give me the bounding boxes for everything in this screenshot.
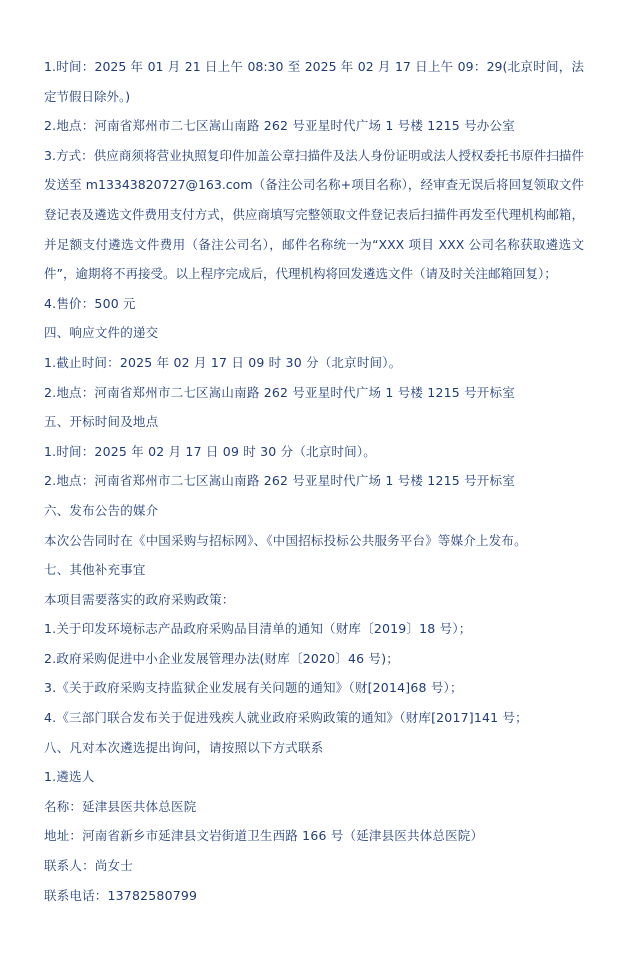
- paragraph-policy-intro: 本项目需要落实的政府采购政策：: [44, 591, 235, 607]
- policy-item-3: 3.《关于政府采购支持监狱企业发展有关问题的通知》（财[2014]68 号）；: [44, 680, 463, 696]
- paragraph-method: 3.方式：供应商须将营业执照复印件加盖公章扫描件及法人身份证明或法人授权委托书原件扫描件发送至 m13343820727@163.com（备注公司名称+项目名称），经审查无误后将回复领取文件登记表及遴选文件费用支付方式，供应商填写完整领取文件登记表后扫描件再发至代理机构邮箱，并足额支付遴选文件费用（备注公司名），邮件名称统一为“XXX 项目 XXX 公司名称获取遴选文件”，逾期将不再接受。以上程序完成后，代理机构将回发遴选文件（请及时关注邮箱回复）；: [44, 147, 584, 282]
- policy-item-2: 2.政府采购促进中小企业发展管理办法(财库〔2020〕46 号)；: [44, 650, 399, 666]
- paragraph-media: 本次公告同时在《中国采购与招标网》、《中国招标投标公共服务平台》等媒介上发布。: [44, 532, 527, 548]
- policy-item-1: 1.关于印发环境标志产品政府采购品目清单的通知（财库〔2019〕18 号）；: [44, 621, 472, 637]
- contact-name: 名称：延津县医共体总医院: [44, 798, 197, 814]
- contact-heading: 1.遴选人: [44, 769, 95, 785]
- section-heading-4: 四、响应文件的递交: [44, 325, 159, 341]
- paragraph-price: 4.售价：500 元: [44, 295, 136, 311]
- document-body: [44, 52, 584, 910]
- policy-item-4: 4.《三部门联合发布关于促进残疾人就业政府采购政策的通知》（财库[2017]141 号；: [44, 710, 528, 726]
- paragraph-time-range: 1.时间：2025 年 01 月 21 日上午 08:30 至 2025 年 02 月 17 日上午 09：29(北京时间，法定节假日除外。): [44, 59, 584, 104]
- section-heading-5: 五、开标时间及地点: [44, 414, 159, 430]
- section-heading-7: 七、其他补充事宜: [44, 562, 146, 578]
- contact-address: 地址：河南省新乡市延津县文岩街道卫生西路 166 号（延津县医共体总医院）: [44, 828, 484, 844]
- paragraph-opening-time: 1.时间：2025 年 02 月 17 日 09 时 30 分（北京时间）。: [44, 443, 376, 459]
- paragraph-location: 2.地点：河南省郑州市二七区嵩山南路 262 号亚星时代广场 1 号楼 1215 号办公室: [44, 118, 515, 134]
- paragraph-submit-location: 2.地点：河南省郑州市二七区嵩山南路 262 号亚星时代广场 1 号楼 1215 号开标室: [44, 384, 515, 400]
- contact-phone: 联系电话：13782580799: [44, 887, 198, 903]
- paragraph-opening-location: 2.地点：河南省郑州市二七区嵩山南路 262 号亚星时代广场 1 号楼 1215 号开标室: [44, 473, 515, 489]
- section-heading-6: 六、发布公告的媒介: [44, 502, 159, 518]
- contact-person: 联系人：尚女士: [44, 858, 133, 874]
- paragraph-deadline: 1.截止时间：2025 年 02 月 17 日 09 时 30 分（北京时间）。: [44, 354, 402, 370]
- section-heading-8: 八、凡对本次遴选提出询问，请按照以下方式联系: [44, 739, 324, 755]
